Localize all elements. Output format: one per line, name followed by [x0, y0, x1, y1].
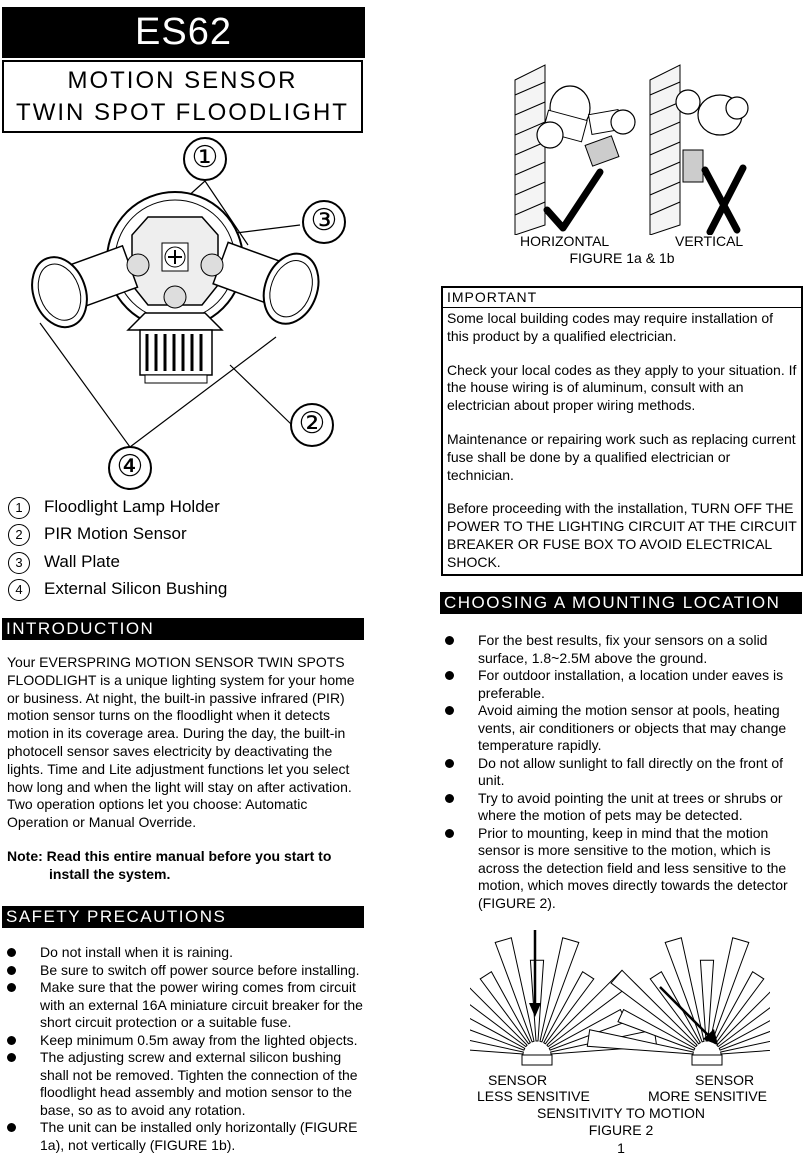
mounting-list [445, 632, 800, 912]
list-item [445, 632, 800, 667]
figure-2-caption: FIGURE 2 [588, 1122, 654, 1138]
list-item [7, 944, 365, 962]
bullet-icon [445, 829, 454, 838]
list-item-text: Make sure that the power wiring comes from circuit with an external 16A miniature circuit breaker for the short circuit protection or a suitable fuse. [40, 979, 363, 1030]
list-item-text: For outdoor installation, a location under eaves is preferable. [478, 667, 784, 701]
figure-1b-label: VERTICAL [675, 233, 744, 249]
subtitle-line-2: TWIN SPOT FLOODLIGHT [16, 99, 349, 126]
callout-4: ④ [108, 446, 152, 490]
list-item-text: Do not install when it is raining. [40, 944, 233, 960]
figure-2-left-label: LESS SENSITIVE [477, 1088, 590, 1104]
figure-1-caption: FIGURE 1a & 1b [569, 250, 675, 266]
mounting-heading: CHOOSING A MOUNTING LOCATION [440, 592, 802, 614]
important-box [441, 286, 803, 576]
legend-label: PIR Motion Sensor [44, 524, 187, 543]
bullet-icon [7, 1053, 16, 1062]
list-item [445, 790, 800, 825]
list-item [7, 1032, 365, 1050]
safety-heading: SAFETY PRECAUTIONS [2, 906, 364, 928]
list-item-text: The unit can be installed only horizontally (FIGURE 1a), not vertically (FIGURE 1b). [40, 1119, 358, 1153]
legend-number: 3 [8, 552, 30, 574]
list-item-text: Avoid aiming the motion sensor at pools, heating vents, air conditioners or objects that may change temperature rapidly. [478, 702, 787, 753]
bullet-icon [445, 706, 454, 715]
bullet-icon [445, 759, 454, 768]
important-paragraph: Before proceeding with the installation, TURN OFF THE POWER TO THE LIGHTING CIRCUIT AT THE CIRCUIT BREAKER OR FUSE BOX TO AVOID ELECTRICAL SHOCK. [447, 500, 797, 570]
important-paragraph: Check your local codes as they apply to your situation. If the house wiring is of aluminum, consult with an electrician about proper wiring methods. [447, 361, 797, 414]
list-item-text: Try to avoid pointing the unit at trees or shrubs or where the motion of pets may be detected. [478, 789, 783, 823]
callout-2: ② [290, 403, 334, 447]
figure-1-illustration [505, 60, 775, 235]
list-item [7, 1119, 365, 1154]
important-body [443, 308, 801, 574]
list-item-text: Be sure to switch off power source before installing. [40, 961, 360, 978]
legend-number: 2 [8, 524, 30, 546]
list-item-text: Keep minimum 0.5m away from the lighted objects. [40, 1031, 358, 1048]
detection-zone [530, 960, 543, 1041]
bullet-icon [7, 983, 16, 992]
bullet-icon [445, 671, 454, 680]
introduction-note: Note: Read this entire manual before you start to install the system. [7, 848, 332, 882]
legend-label: Wall Plate [44, 552, 120, 571]
list-item [445, 702, 800, 755]
introduction-heading: INTRODUCTION [2, 618, 364, 640]
list-item-text: For the best results, fix your sensors on a solid surface, 1.8~2.5M above the ground. [478, 632, 768, 666]
figure-2-illustration [470, 925, 770, 1070]
model-title: ES62 [2, 7, 365, 58]
legend-item [8, 549, 120, 575]
legend-item [8, 576, 227, 602]
product-subtitle [2, 60, 363, 133]
bullet-icon [445, 636, 454, 645]
figure-2-right-sensor: SENSOR [695, 1072, 755, 1088]
legend-label: External Silicon Bushing [44, 579, 228, 598]
list-item-text: Do not allow sunlight to fall directly on the front of unit. [478, 754, 784, 788]
legend-item [8, 521, 187, 547]
figure-1a-label: HORIZONTAL [520, 233, 610, 249]
list-item [7, 962, 365, 980]
legend-number: 1 [8, 497, 30, 519]
introduction-body: Your EVERSPRING MOTION SENSOR TWIN SPOTS FLOODLIGHT is a unique lighting system for your home or business. At night, the built-in passive infrared (PIR) motion sensor turns on the floodlight when it detects motion in its coverage area. During the day, the built-in photocell sensor saves electricity by deactivating the lights. Time and Lite adjustment functions let you select how long and when the light will stay on after activation. Two operation options let you choose: Automatic Operation or Manual Override. [7, 654, 355, 831]
list-item [7, 979, 365, 1032]
legend-number: 4 [8, 579, 30, 601]
figure-2-right-label: MORE SENSITIVE [648, 1088, 768, 1104]
list-item [445, 667, 800, 702]
bullet-icon [7, 1036, 16, 1045]
list-item-text: Prior to mounting, keep in mind that the motion sensor is more sensitive to the motion, which is across the detection field and less sensitive to the motion, which moves directly towards the detector (FIGURE 2). [478, 824, 788, 911]
figure-2-title: SENSITIVITY TO MOTION [536, 1105, 706, 1121]
callout-1: ① [183, 137, 227, 181]
subtitle-line-1: MOTION SENSOR [67, 67, 298, 94]
legend-item [8, 494, 220, 520]
list-item [7, 1049, 365, 1119]
bullet-icon [7, 966, 16, 975]
legend-label: Floodlight Lamp Holder [44, 497, 220, 516]
figure-2-left-sensor: SENSOR [488, 1072, 548, 1088]
important-paragraph: Maintenance or repairing work such as replacing current fuse shall be done by a qualified electrician or technician. [447, 430, 796, 483]
important-paragraph: Some local building codes may require installation of this product by a qualified electrician. [447, 310, 774, 344]
list-item-text: The adjusting screw and external silicon bushing shall not be removed. Tighten the connection of the floodlight head assembly and motion sensor to the base, so as to avoid any rotation. [40, 1049, 358, 1118]
safety-list [7, 944, 365, 1154]
important-heading: IMPORTANT [443, 288, 801, 308]
callout-3: ③ [302, 200, 346, 244]
list-item [445, 755, 800, 790]
bullet-icon [445, 794, 454, 803]
page-number: 1 [617, 1140, 625, 1156]
list-item [445, 825, 800, 913]
bullet-icon [7, 948, 16, 957]
bullet-icon [7, 1123, 16, 1132]
